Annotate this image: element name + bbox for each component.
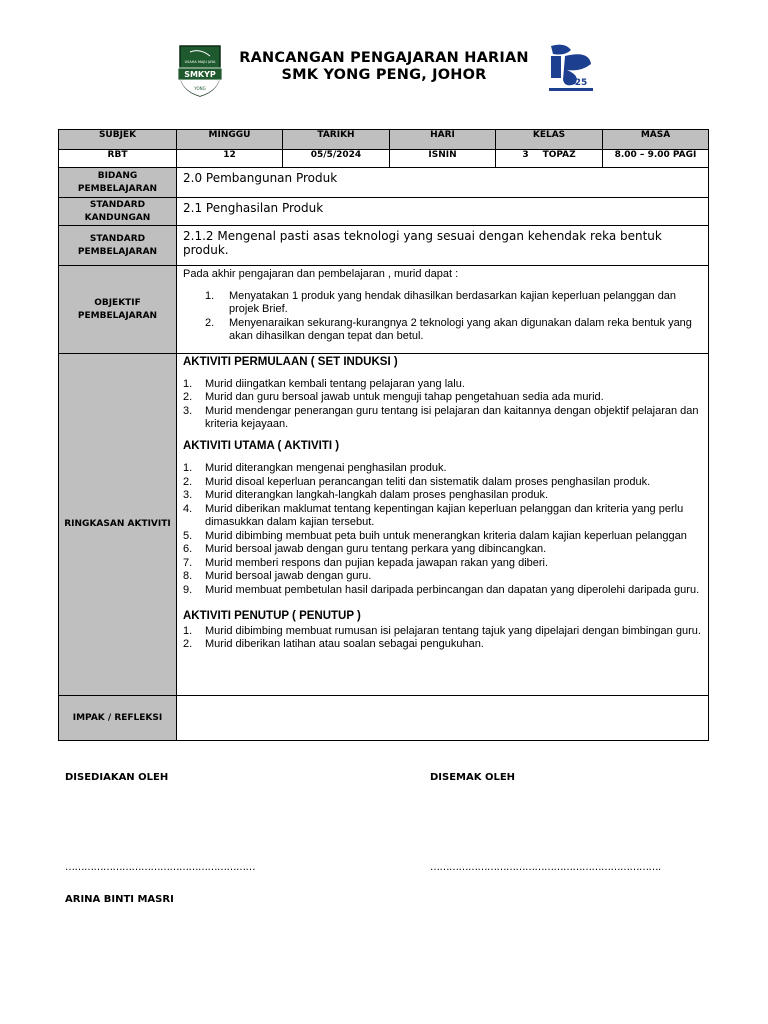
penutup-title: AKTIVITI PENUTUP ( PENUTUP ) [183,610,361,622]
prepared-signature-line: …………………………………………………… [65,862,255,873]
svg-text:YONG: YONG [194,86,206,91]
utama-title: AKTIVITI UTAMA ( AKTIVITI ) [183,439,340,452]
list-item: 5. Murid dibimbing membuat peta buih untuk menerangkan kriteria dalam kajian keperluan pelanggan [183,529,687,542]
list-item: 2. Murid diberikan latihan atau soalan sebagai pengukuhan. [183,638,484,650]
ministry-logo [545,42,597,94]
list-item: 8. Murid bersoal jawab dengan guru. [183,570,372,582]
kelas-number: 3 [522,150,529,160]
kelas-name: TOPAZ [542,150,576,160]
utama-list [183,462,702,597]
ringkasan-content [177,354,709,696]
objektif-label: OBJEKTIF PEMBELAJARAN [59,266,177,354]
list-item: 3. Murid mendengar penerangan guru tentang isi pelajaran dan kaitannya dengan objektif pelajaran dan kriteria kejayaan. [183,404,699,430]
list-item: 1. Murid diingatkan kembali tentang pelajaran yang lalu. [183,377,465,390]
objektif-row [59,266,709,354]
bidang-value: 2.0 Pembangunan Produk [177,168,709,198]
header-tarikh: TARIKH [283,130,390,150]
list-item: 1. Menyatakan 1 produk yang hendak dihasilkan berdasarkan kajian keperluan pelanggan dan projek Brief. [205,289,677,315]
page-header [0,40,768,100]
objektif-list [183,290,702,344]
ringkasan-label: RINGKASAN AKTIVITI [59,354,177,696]
svg-text:25: 25 [574,78,588,88]
penutup-list [183,625,702,652]
logo-abbrev-text: SMKYP [184,70,216,79]
title-line-1: RANCANGAN PENGAJARAN HARIAN [239,50,529,66]
permulaan-list [183,378,702,432]
standard-pembelajaran-row [59,226,709,266]
objektif-content [177,266,709,354]
standard-kandungan-row [59,198,709,226]
list-item: 9. Murid membuat pembetulan hasil daripada perbincangan dan dapatan yang diperolehi daripada guru. [183,583,700,596]
masa-value: 8.00 – 9.00 PAGI [603,150,709,168]
list-item: 4. Murid diberikan maklumat tentang kepentingan kajian keperluan pelanggan dan kriteria yang perlu dimasukkan dalam kajian tersebut. [183,502,684,528]
impak-row [59,696,709,741]
standard-kandungan-value: 2.1 Penghasilan Produk [177,198,709,226]
minggu-value: 12 [177,150,283,168]
header-hari: HARI [390,130,496,150]
list-item: 2. Murid dan guru bersoal jawab untuk menguji tahap pengetahuan sedia ada murid. [183,391,604,403]
svg-text:USAHA MAJU JAYA: USAHA MAJU JAYA [184,60,216,64]
header-masa: MASA [603,130,709,150]
tarikh-value: 05/5/2024 [283,150,390,168]
school-crest-logo [176,42,224,98]
list-item: 2. Murid disoal keperluan perancangan teliti dan sistematik dalam proses penghasilan produk. [183,475,651,488]
subjek-value: RBT [59,150,177,168]
table-info-row [59,150,709,168]
list-item: 6. Murid bersoal jawab dengan guru tentang perkara yang dibincangkan. [183,543,547,555]
header-subjek: SUBJEK [59,130,177,150]
list-item: 2. Menyenaraikan sekurang-kurangnya 2 teknologi yang akan digunakan dalam reka bentuk yang akan dihasilkan dengan tepat dan betul. [205,316,692,342]
list-item: 1. Murid diterangkan mengenai penghasilan produk. [183,462,447,474]
list-item: 1. Murid dibimbing membuat rumusan isi pelajaran tentang tajuk yang dipelajari dengan bimbingan guru. [183,624,701,637]
standard-pembelajaran-value: 2.1.2 Mengenal pasti asas teknologi yang sesuai dengan kehendak reka bentuk produk. [177,226,709,266]
list-item: 3. Murid diterangkan langkah-langkah dalam proses penghasilan produk. [183,489,549,501]
header-kelas: KELAS [496,130,603,150]
bidang-label: BIDANG PEMBELAJARAN [59,168,177,198]
kelas-value [496,150,603,168]
checked-by-label: DISEMAK OLEH [430,772,516,783]
permulaan-title: AKTIVITI PERMULAAN ( SET INDUKSI ) [183,356,398,368]
checked-signature-line: ………………………………………………………………. [430,862,661,873]
page-title [225,50,543,84]
prepared-by-name: ARINA BINTI MASRI [65,894,174,905]
impak-value [177,696,709,741]
prepared-by-label: DISEDIAKAN OLEH [65,772,169,783]
ringkasan-row [59,354,709,696]
hari-value: ISNIN [390,150,496,168]
bidang-row [59,168,709,198]
impak-label: IMPAK / REFLEKSI [59,696,177,741]
standard-pembelajaran-label: STANDARD PEMBELAJARAN [59,226,177,266]
title-line-2: SMK YONG PENG, JOHOR [281,67,487,83]
list-item: 7. Murid memberi respons dan pujian kepada jawapan rakan yang diberi. [183,556,549,569]
header-minggu: MINGGU [177,130,283,150]
objektif-intro: Pada akhir pengajaran dan pembelajaran , murid dapat : [183,268,459,280]
table-header-row [59,130,709,150]
standard-kandungan-label: STANDARD KANDUNGAN [59,198,177,226]
lesson-plan-table [58,129,709,741]
